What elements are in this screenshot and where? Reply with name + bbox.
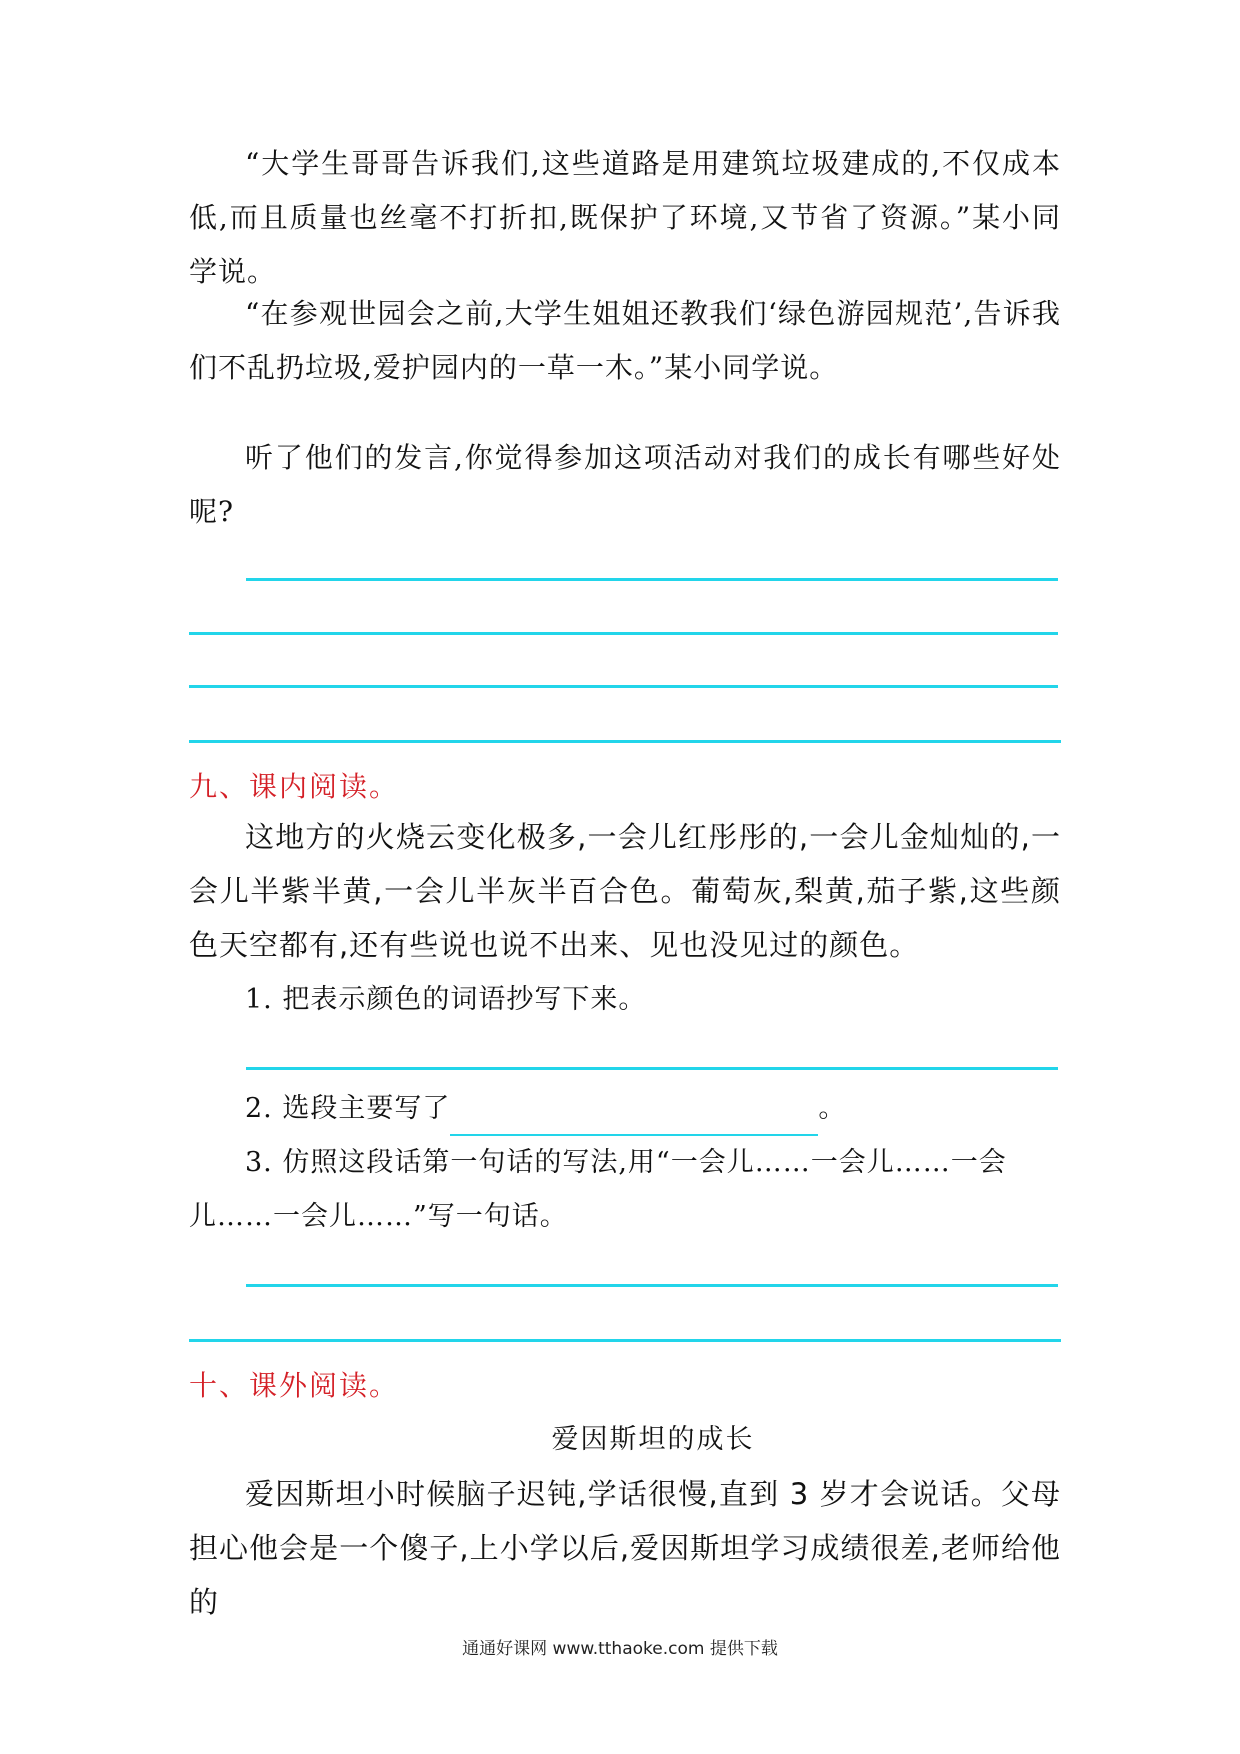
- answer-line[interactable]: [246, 1284, 1058, 1287]
- question-2: [189, 1082, 1061, 1136]
- answer-line[interactable]: [189, 1339, 1061, 1342]
- question-2-text: 2. 选段主要写了: [245, 1093, 451, 1124]
- story-title: 爱因斯坦的成长: [551, 1424, 755, 1455]
- answer-line[interactable]: [246, 1067, 1058, 1070]
- discussion-question: 听了他们的发言,你觉得参加这项活动对我们的成长有哪些好处呢?: [189, 441, 1061, 528]
- answer-line[interactable]: [189, 685, 1058, 688]
- answer-line[interactable]: [246, 578, 1058, 581]
- dialogue-paragraph-1: “大学生哥哥告诉我们,这些道路是用建筑垃圾建成的,不仅成本低,而且质量也丝毫不打折扣,既保护了环境,又节省了资源。”某小同学说。: [189, 147, 1061, 288]
- fill-in-blank[interactable]: [450, 1098, 818, 1136]
- question-3: 3. 仿照这段话第一句话的写法,用“一会儿……一会儿……一会儿……一会儿……”写一句话。: [189, 1147, 1007, 1232]
- section-9-passage: 这地方的火烧云变化极多,一会儿红彤彤的,一会儿金灿灿的,一会儿半紫半黄,一会儿半灰半百合色。葡萄灰,梨黄,茄子紫,这些颜色天空都有,还有些说也说不出来、见也没见过的颜色。: [189, 820, 1061, 962]
- question-1: 1. 把表示颜色的词语抄写下来。: [245, 984, 647, 1015]
- section-10-heading: 十、课外阅读。: [189, 1369, 400, 1402]
- section-9-heading: 九、课内阅读。: [189, 770, 400, 803]
- section-10-passage: 爱因斯坦小时候脑子迟钝,学话很慢,直到 3 岁才会说话。父母担心他会是一个傻子,上小学以后,爱因斯坦学习成绩很差,老师给他的: [189, 1477, 1061, 1619]
- answer-line[interactable]: [189, 632, 1058, 635]
- dialogue-paragraph-2: “在参观世园会之前,大学生姐姐还教我们‘绿色游园规范’,告诉我们不乱扔垃圾,爱护园内的一草一木。”某小同学说。: [189, 297, 1061, 384]
- question-2-end: 。: [818, 1093, 847, 1124]
- answer-line[interactable]: [189, 740, 1061, 743]
- footer-credit: 通通好课网 www.tthaoke.com 提供下载: [462, 1639, 778, 1659]
